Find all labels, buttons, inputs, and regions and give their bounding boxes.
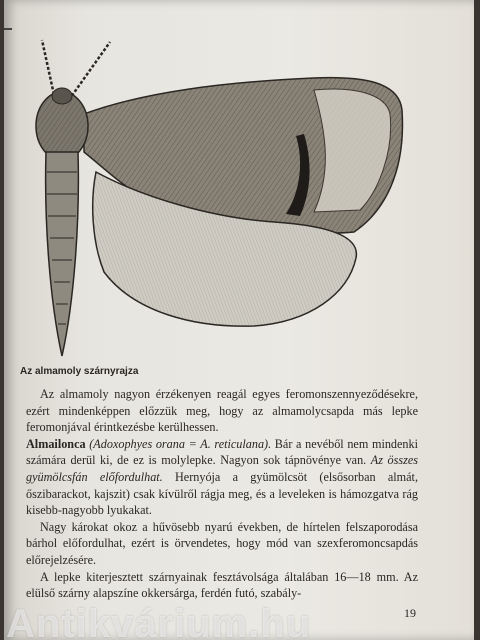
paragraph-4: A lepke kiterjesztett szárnyainak fesztávolsága általában 16—18 mm. Az elülső szárny alapszíne okkersárga, ferdén futó, szabály- <box>26 569 418 601</box>
species-term: Almailonca <box>26 436 86 451</box>
paragraph-3: Nagy károkat okoz a hűvösebb nyarú években, de hírtelen felszaporodása bárhol előfordulhat, ezért is örvendetes, hogy mód van szexferomoncsapdás előrejelzésére. <box>26 519 418 567</box>
margin-mark <box>4 28 12 30</box>
moth-head <box>52 88 72 104</box>
watermark: Antikvárium.hu <box>6 602 312 640</box>
body-text <box>26 386 418 602</box>
latin-name: (Adoxophyes orana = A. reticulana). <box>89 436 272 451</box>
paragraph-1: Az almamoly nagyon érzékenyen reagál egyes feromonszennyeződésekre, ezért mindenképpen előzzük meg, hogy az almamolycsapda más lepke feromonjával érintkezésbe kerülhessen. <box>26 387 418 435</box>
figure-caption: Az almamoly szárnyrajza <box>20 366 139 377</box>
paragraph-2-italic: Az összes gyümölcsfán előfordulhat. <box>26 453 418 484</box>
page-number: 19 <box>404 606 416 620</box>
paragraph-2-text-1: Bár a nevéből nem mindenki számára derül ki, de ez is molylepke. Nagyon sok tápnövénye van. <box>26 436 419 468</box>
paragraph-2-text-2: Hernyója a gyümölcsöt (elsősorban almát, őszibarackot, kajszit) csak kívülről rágja meg, és a leveleken is hámozgatva rág kisebb-nagyobb lyukakat. <box>26 469 418 518</box>
book-page <box>4 0 474 640</box>
paragraph-2 <box>26 436 418 519</box>
moth-illustration <box>14 22 406 362</box>
moth-abdomen <box>46 152 79 356</box>
